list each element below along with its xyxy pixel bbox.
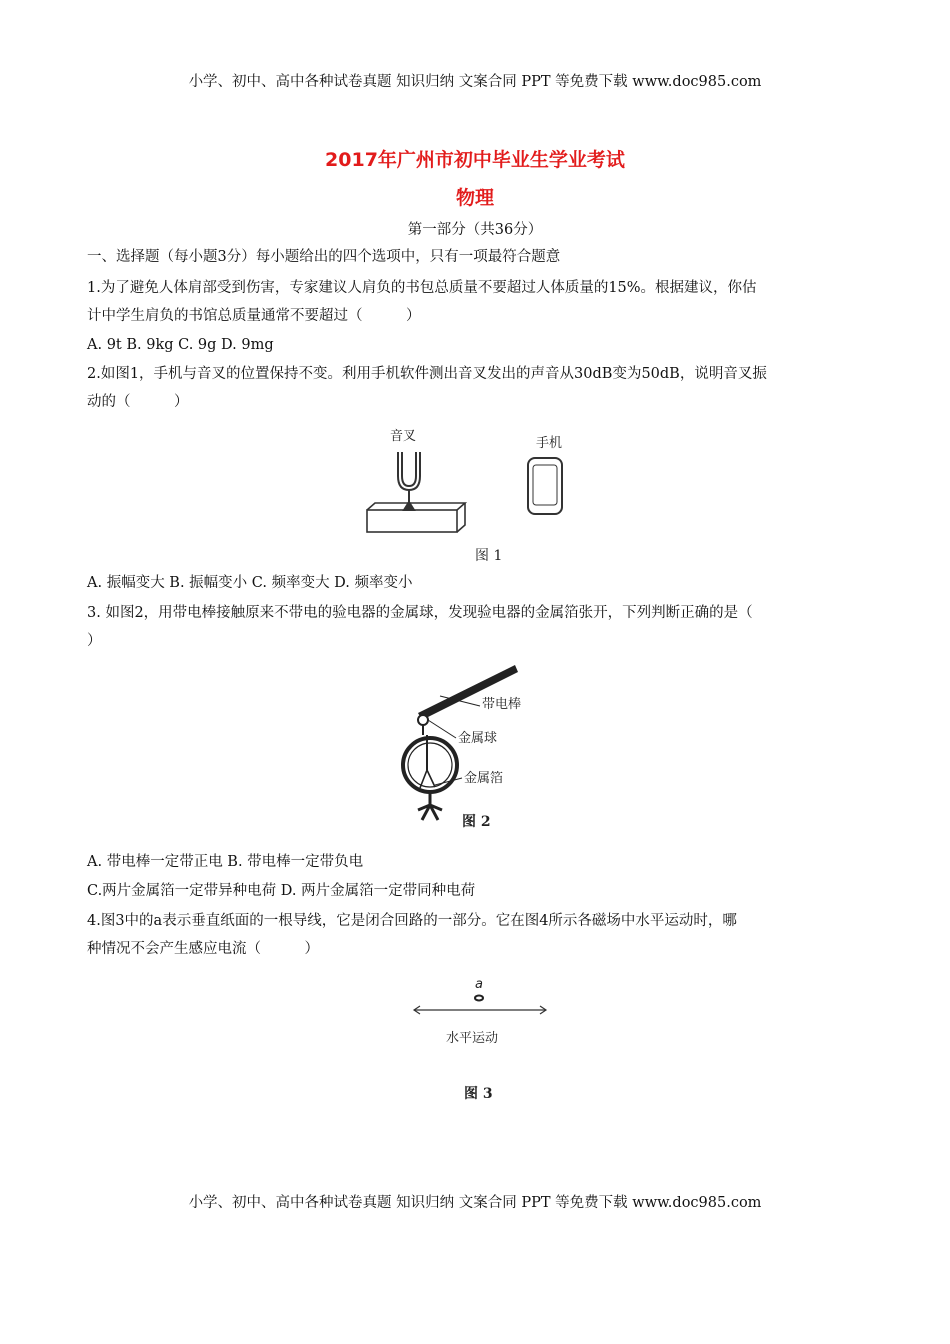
fig3-a-label: a xyxy=(475,977,483,992)
figure-2 xyxy=(400,660,530,840)
fig2-rod-label: 带电棒 xyxy=(482,697,522,712)
fig2-foil-label: 金属箔 xyxy=(464,771,504,786)
section-heading: 一、选择题（每小题3分）每小题给出的四个选项中，只有一项最符合题意 xyxy=(87,249,561,265)
page-header: 小学、初中、高中各种试卷真题 知识归纳 文案合同 PPT 等免费下载 www.doc985.com xyxy=(188,74,762,90)
electroscope-case xyxy=(403,738,457,792)
wooden-box xyxy=(367,503,465,532)
figure-3 xyxy=(400,970,560,1110)
q1-options: A. 9t B. 9kg C. 9g D. 9mg xyxy=(87,337,274,353)
fig3-caption: 图 3 xyxy=(464,1086,493,1102)
q3-options-line2: C.两片金属箔一定带异种电荷 D. 两片金属箔一定带同种电荷 xyxy=(87,883,476,899)
q2-options: A. 振幅变大 B. 振幅变小 C. 频率变大 D. 频率变小 xyxy=(87,575,413,591)
fig1-fork-label: 音叉 xyxy=(390,429,417,444)
q2-text-line2: 动的（ ） xyxy=(87,394,189,410)
fig2-caption: 图 2 xyxy=(462,814,491,830)
q4-text-line1: 4.图3中的a表示垂直纸面的一根导线，它是闭合回路的一部分。它在图4所示各磁场中水平运动时，哪 xyxy=(87,913,737,929)
wire-a xyxy=(475,996,483,1001)
q4-text-line2: 种情况不会产生感应电流（ ） xyxy=(87,941,319,957)
q1-text-line2: 计中学生肩负的书馆总质量通常不要超过（ ） xyxy=(87,308,421,324)
q1-text-line1: 1.为了避免人体肩部受到伤害，专家建议人肩负的书包总质量不要超过人体质量的15%。根据建议，你估 xyxy=(87,280,757,296)
fig1-phone-label: 手机 xyxy=(536,436,563,451)
electroscope-stand xyxy=(418,792,442,820)
motion-arrow xyxy=(414,1006,546,1014)
fig3-motion-label: 水平运动 xyxy=(446,1031,499,1046)
part-heading: 第一部分（共36分） xyxy=(407,222,543,238)
subject-title: 物理 xyxy=(455,187,494,209)
q3-options-line1: A. 带电棒一定带正电 B. 带电棒一定带负电 xyxy=(87,854,364,870)
figure-1 xyxy=(350,420,610,570)
fig2-ball-label: 金属球 xyxy=(458,731,498,746)
metal-ball xyxy=(418,715,428,725)
tuning-fork xyxy=(398,452,420,510)
page-footer: 小学、初中、高中各种试卷真题 知识归纳 文案合同 PPT 等免费下载 www.doc985.com xyxy=(188,1195,762,1211)
fig1-caption: 图 1 xyxy=(475,548,503,564)
q3-text-line2: ） xyxy=(87,633,102,649)
q2-text-line1: 2.如图1，手机与音叉的位置保持不变。利用手机软件测出音叉发出的声音从30dB变为50dB，说明音叉振 xyxy=(87,366,767,382)
phone-icon xyxy=(528,458,562,514)
q3-text-line1: 3. 如图2，用带电棒接触原来不带电的验电器的金属球，发现验电器的金属箔张开，下列判断正确的是（ xyxy=(87,605,753,621)
exam-title: 2017年广州市初中毕业生学业考试 xyxy=(325,149,625,171)
